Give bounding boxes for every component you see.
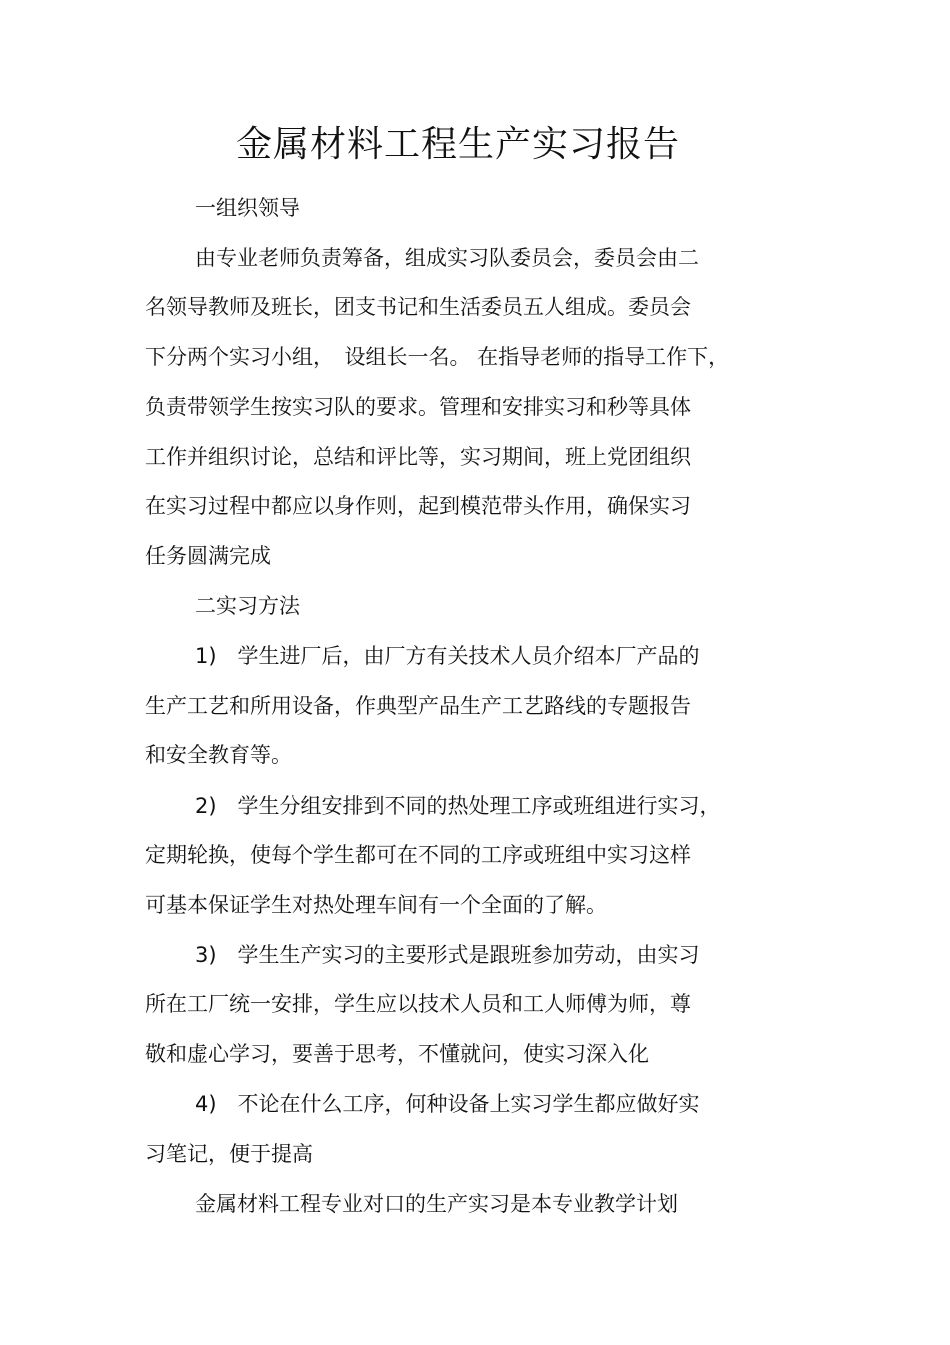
paragraph-line: 在实习过程中都应以身作则，起到模范带头作用，确保实习 bbox=[145, 494, 691, 518]
list-item-line: 1) 学生进厂后，由厂方有关技术人员介绍本厂产品的 bbox=[195, 644, 700, 668]
paragraph-line: 任务圆满完成 bbox=[145, 544, 271, 568]
list-item-line: 4) 不论在什么工序，何种设备上实习学生都应做好实 bbox=[195, 1092, 700, 1116]
paragraph-line: 金属材料工程专业对口的生产实习是本专业教学计划 bbox=[195, 1192, 678, 1216]
list-item-line: 2) 学生分组安排到不同的热处理工序或班组进行实习， bbox=[195, 794, 721, 818]
list-item-line: 所在工厂统一安排，学生应以技术人员和工人师傅为师，尊 bbox=[145, 992, 691, 1016]
paragraph-line: 负责带领学生按实习队的要求。管理和安排实习和秒等具体 bbox=[145, 395, 691, 419]
document-title: 金属材料工程生产实习报告 bbox=[235, 124, 680, 165]
list-item-line: 习笔记，便于提高 bbox=[145, 1142, 313, 1166]
list-item-line: 生产工艺和所用设备，作典型产品生产工艺路线的专题报告 bbox=[145, 694, 691, 718]
paragraph-line: 由专业老师负责筹备，组成实习队委员会，委员会由二 bbox=[195, 246, 699, 270]
section-heading-methods: 二实习方法 bbox=[195, 594, 300, 618]
paragraph-line: 名领导教师及班长，团支书记和生活委员五人组成。委员会 bbox=[145, 295, 691, 319]
paragraph-line: 下分两个实习小组， 设组长一名。 在指导老师的指导工作下， bbox=[145, 345, 730, 369]
list-item-line: 敬和虚心学习，要善于思考，不懂就问，使实习深入化 bbox=[145, 1042, 649, 1066]
paragraph-line: 工作并组织讨论，总结和评比等，实习期间，班上党团组织 bbox=[145, 445, 691, 469]
list-item-line: 和安全教育等。 bbox=[145, 743, 292, 767]
list-item-line: 可基本保证学生对热处理车间有一个全面的了解。 bbox=[145, 893, 607, 917]
section-heading-organization: 一组织领导 bbox=[195, 196, 300, 220]
list-item-line: 定期轮换，使每个学生都可在不同的工序或班组中实习这样 bbox=[145, 843, 691, 867]
list-item-line: 3) 学生生产实习的主要形式是跟班参加劳动，由实习 bbox=[195, 943, 700, 967]
